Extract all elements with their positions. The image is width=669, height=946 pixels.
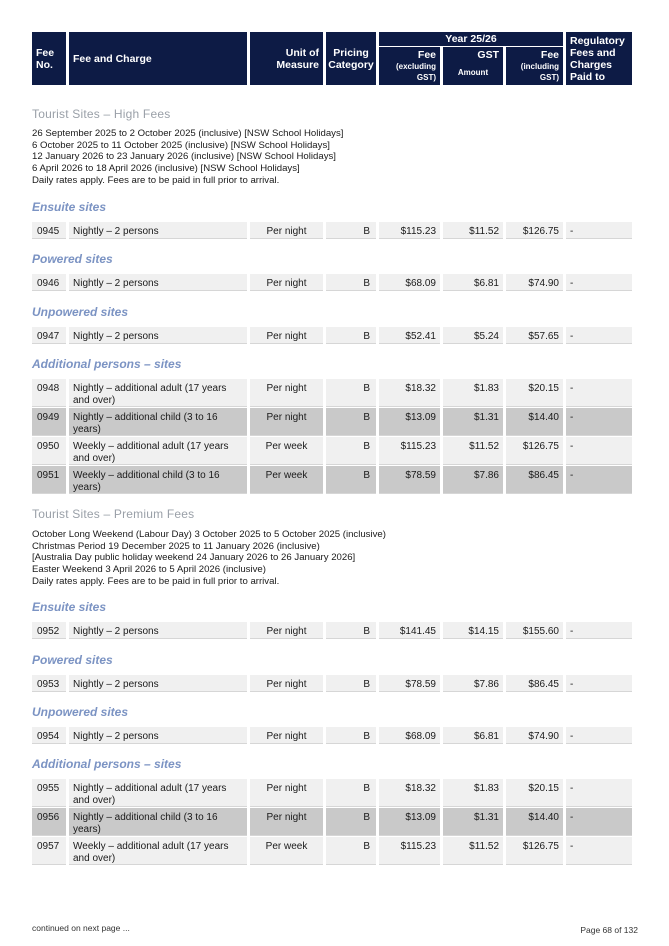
fee-excl: $13.09	[379, 408, 440, 436]
gst: $6.81	[443, 727, 503, 744]
header-pricing-category: Pricing Category	[326, 32, 376, 85]
regulatory: -	[566, 379, 632, 407]
gst: $1.83	[443, 379, 503, 407]
unit: Per week	[250, 437, 323, 465]
category: B	[326, 808, 376, 836]
regulatory: -	[566, 222, 632, 239]
regulatory: -	[566, 408, 632, 436]
gst: $5.24	[443, 327, 503, 344]
unit: Per night	[250, 327, 323, 344]
fee-no: 0957	[32, 837, 66, 865]
fee-no: 0947	[32, 327, 66, 344]
fee-incl: $126.75	[506, 837, 563, 865]
group-title: Powered sites	[32, 653, 113, 667]
header-fee-excl-sub: (excluding GST)	[395, 62, 436, 82]
fee-name: Nightly – 2 persons	[69, 327, 247, 344]
category: B	[326, 675, 376, 692]
continued-note: continued on next page ...	[32, 923, 130, 933]
regulatory: -	[566, 274, 632, 291]
fee-incl: $74.90	[506, 274, 563, 291]
page-number: Page 68 of 132	[580, 925, 638, 935]
unit: Per night	[250, 222, 323, 239]
group-title: Powered sites	[32, 252, 113, 266]
gst: $7.86	[443, 466, 503, 494]
fee-excl: $115.23	[379, 437, 440, 465]
fee-name: Nightly – additional adult (17 years and over)	[69, 779, 247, 807]
table-row	[32, 622, 637, 639]
table-row	[32, 327, 637, 344]
header-gst	[443, 47, 503, 85]
fee-excl: $141.45	[379, 622, 440, 639]
header-year: Year 25/26	[379, 32, 563, 47]
fee-name: Weekly – additional adult (17 years and over)	[69, 837, 247, 865]
section-title: Tourist Sites – High Fees	[32, 107, 171, 121]
description-line: Christmas Period 19 December 2025 to 11 January 2026 (inclusive)	[32, 540, 320, 552]
header-fee-incl-label: Fee	[540, 49, 559, 61]
fee-excl: $68.09	[379, 274, 440, 291]
fee-incl: $20.15	[506, 779, 563, 807]
gst: $6.81	[443, 274, 503, 291]
category: B	[326, 622, 376, 639]
fee-name: Nightly – 2 persons	[69, 222, 247, 239]
gst: $7.86	[443, 675, 503, 692]
fee-incl: $155.60	[506, 622, 563, 639]
fee-incl: $57.65	[506, 327, 563, 344]
fee-name: Nightly – additional adult (17 years and over)	[69, 379, 247, 407]
fee-incl: $126.75	[506, 222, 563, 239]
table-row	[32, 222, 637, 239]
group-title: Unpowered sites	[32, 705, 129, 719]
group-title: Ensuite sites	[32, 600, 107, 614]
fee-incl: $86.45	[506, 466, 563, 494]
category: B	[326, 408, 376, 436]
fee-name: Weekly – additional child (3 to 16 years)	[69, 466, 247, 494]
unit: Per week	[250, 837, 323, 865]
gst: $11.52	[443, 837, 503, 865]
fee-name: Nightly – 2 persons	[69, 622, 247, 639]
section-description	[32, 529, 632, 588]
group-title: Unpowered sites	[32, 305, 129, 319]
header-fee-excl-label: Fee	[417, 49, 436, 61]
fee-name: Weekly – additional adult (17 years and over)	[69, 437, 247, 465]
fee-excl: $18.32	[379, 379, 440, 407]
fee-excl: $78.59	[379, 675, 440, 692]
fee-excl: $18.32	[379, 779, 440, 807]
fee-no: 0956	[32, 808, 66, 836]
description-line: 26 September 2025 to 2 October 2025 (inclusive) [NSW School Holidays]	[32, 128, 344, 139]
fee-excl: $13.09	[379, 808, 440, 836]
group-title: Ensuite sites	[32, 200, 107, 214]
table-row	[32, 779, 637, 807]
fee-excl: $78.59	[379, 466, 440, 494]
fee-excl: $68.09	[379, 727, 440, 744]
unit: Per night	[250, 622, 323, 639]
header-regulatory: Regulatory Fees and Charges Paid to	[566, 32, 632, 85]
description-line: Daily rates apply. Fees are to be paid in full prior to arrival.	[32, 174, 280, 186]
fee-incl: $14.40	[506, 408, 563, 436]
fee-excl: $52.41	[379, 327, 440, 344]
regulatory: -	[566, 466, 632, 494]
header-fee-and-charge: Fee and Charge	[69, 32, 247, 85]
regulatory: -	[566, 727, 632, 744]
unit: Per week	[250, 466, 323, 494]
fee-excl: $115.23	[379, 837, 440, 865]
fee-no: 0953	[32, 675, 66, 692]
table-row	[32, 727, 637, 744]
regulatory: -	[566, 779, 632, 807]
regulatory: -	[566, 437, 632, 465]
fee-no: 0948	[32, 379, 66, 407]
fee-no: 0955	[32, 779, 66, 807]
header-year-group	[379, 32, 563, 85]
group-title: Additional persons – sites	[32, 357, 182, 371]
category: B	[326, 379, 376, 407]
fee-no: 0952	[32, 622, 66, 639]
fee-incl: $126.75	[506, 437, 563, 465]
fee-no: 0950	[32, 437, 66, 465]
header-fee-no: Fee No.	[32, 32, 66, 85]
regulatory: -	[566, 808, 632, 836]
table-row	[32, 837, 637, 865]
fee-excl: $115.23	[379, 222, 440, 239]
section-title: Tourist Sites – Premium Fees	[32, 507, 195, 521]
header-fee-incl-sub: (including GST)	[520, 62, 559, 82]
description-line: 12 January 2026 to 23 January 2026 (inclusive) [NSW School Holidays]	[32, 151, 336, 163]
unit: Per night	[250, 408, 323, 436]
table-header	[32, 32, 637, 85]
category: B	[326, 779, 376, 807]
unit: Per night	[250, 379, 323, 407]
description-line: Daily rates apply. Fees are to be paid in full prior to arrival.	[32, 575, 280, 587]
regulatory: -	[566, 327, 632, 344]
unit: Per night	[250, 727, 323, 744]
category: B	[326, 327, 376, 344]
fee-name: Nightly – 2 persons	[69, 274, 247, 291]
fee-no: 0951	[32, 466, 66, 494]
unit: Per night	[250, 808, 323, 836]
fee-name: Nightly – 2 persons	[69, 727, 247, 744]
category: B	[326, 466, 376, 494]
description-line: 6 October 2025 to 11 October 2025 (inclusive) [NSW School Holidays]	[32, 139, 330, 151]
fee-incl: $14.40	[506, 808, 563, 836]
fee-name: Nightly – additional child (3 to 16 years)	[69, 408, 247, 436]
table-row	[32, 274, 637, 291]
category: B	[326, 727, 376, 744]
gst: $11.52	[443, 222, 503, 239]
table-row	[32, 408, 637, 436]
fee-incl: $74.90	[506, 727, 563, 744]
fee-name: Nightly – 2 persons	[69, 675, 247, 692]
fee-no: 0945	[32, 222, 66, 239]
header-fee-incl	[506, 47, 563, 85]
fee-name: Nightly – additional child (3 to 16 years)	[69, 808, 247, 836]
regulatory: -	[566, 837, 632, 865]
table-row	[32, 379, 637, 407]
fee-no: 0949	[32, 408, 66, 436]
description-line: [Australia Day public holiday weekend 24 January 2026 to 26 January 2026]	[32, 552, 356, 564]
fee-no: 0954	[32, 727, 66, 744]
table-row	[32, 808, 637, 836]
table-row	[32, 675, 637, 692]
description-line: October Long Weekend (Labour Day) 3 October 2025 to 5 October 2025 (inclusive)	[32, 529, 386, 540]
group-title: Additional persons – sites	[32, 757, 182, 771]
gst: $11.52	[443, 437, 503, 465]
fee-no: 0946	[32, 274, 66, 291]
fee-incl: $86.45	[506, 675, 563, 692]
unit: Per night	[250, 675, 323, 692]
header-gst-sub: Amount	[457, 68, 489, 77]
unit: Per night	[250, 274, 323, 291]
category: B	[326, 222, 376, 239]
category: B	[326, 837, 376, 865]
category: B	[326, 437, 376, 465]
header-gst-label: GST	[477, 49, 499, 61]
header-fee-excl	[379, 47, 440, 85]
description-line: Easter Weekend 3 April 2026 to 5 April 2026 (inclusive)	[32, 564, 266, 576]
gst: $1.83	[443, 779, 503, 807]
unit: Per night	[250, 779, 323, 807]
regulatory: -	[566, 622, 632, 639]
category: B	[326, 274, 376, 291]
gst: $14.15	[443, 622, 503, 639]
fee-incl: $20.15	[506, 379, 563, 407]
table-row	[32, 466, 637, 494]
table-row	[32, 437, 637, 465]
header-unit-of-measure: Unit of Measure	[250, 32, 323, 85]
regulatory: -	[566, 675, 632, 692]
gst: $1.31	[443, 408, 503, 436]
description-line: 6 April 2026 to 18 April 2026 (inclusive) [NSW School Holidays]	[32, 163, 300, 175]
section-description	[32, 128, 632, 187]
gst: $1.31	[443, 808, 503, 836]
